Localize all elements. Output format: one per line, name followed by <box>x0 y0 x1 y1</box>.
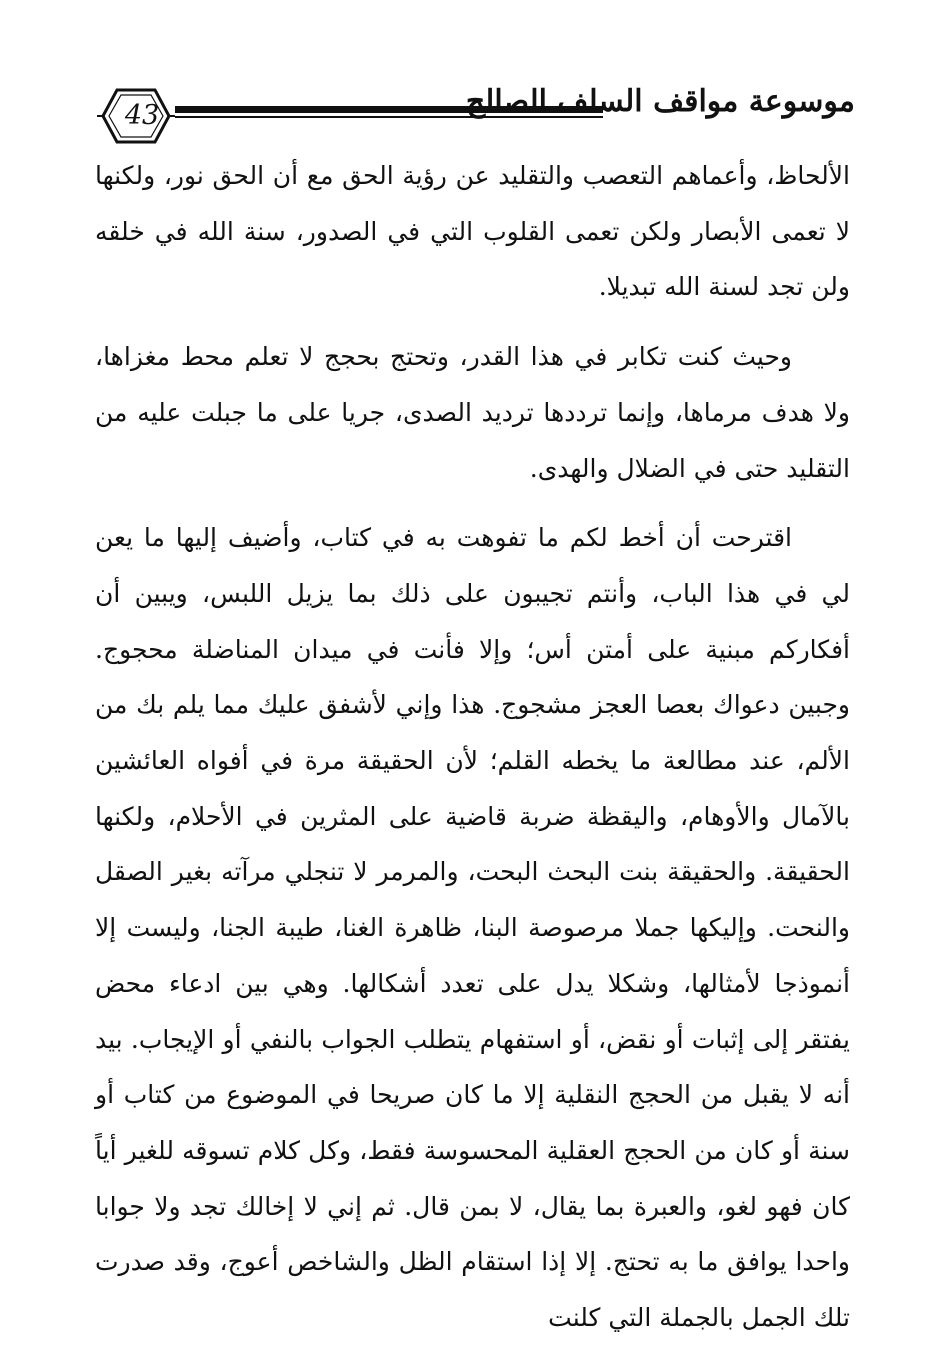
book-title: موسوعة مواقف السلف الصالح <box>465 84 855 119</box>
body-text <box>95 148 850 1360</box>
paragraph-2: وحيث كنت تكابر في هذا القدر، وتحتج بحجج لا تعلم محط مغزاها، ولا هدف مرماها، وإنما ترددها ترديد الصدى، جريا على ما جبلت عليه من التقليد حتى في الضلال والهدى. <box>95 342 850 483</box>
paragraph-3: اقترحت أن أخط لكم ما تفوهت به في كتاب، وأضيف إليها ما يعن لي في هذا الباب، وأنتم تجيبون على ذلك بما يزيل اللبس، ويبين أن أفكاركم مبنية على أمتن أس؛ وإلا فأنت في ميدان المناضلة محجوج. وجبين دعواك بعصا العجز مشجوج. هذا وإني لأشفق عليك مما يلم بك من الألم، عند مطالعة ما يخطه القلم؛ لأن الحقيقة مرة في أفواه العائشين بالآمال والأوهام، واليقظة ضربة قاضية على المثرين في الأحلام، ولكنها الحقيقة. والحقيقة بنت البحث البحت، والمرمر لا تنجلي مرآته بغير الصقل والنحت. وإليكها جملا مرصوصة البنا، ظاهرة الغنا، طيبة الجنا، وليست إلا أنموذجا لأمثالها، وشكلا يدل على تعدد أشكالها. وهي بين ادعاء محض يفتقر إلى إثبات أو نقض، أو استفهام يتطلب الجواب بالنفي أو الإيجاب. بيد أنه لا يقبل من الحجج النقلية إلا ما كان صريحا في الموضوع من كتاب أو سنة أو كان من الحجج العقلية المحسوسة فقط، وكل كلام تسوقه للغير أياً كان فهو لغو، والعبرة بما يقال، لا بمن قال. ثم إني لا إخالك تجد ولا جوابا واحدا يوافق ما به تحتج. إلا إذا استقام الظل والشاخص أعوج، وقد صدرت تلك الجمل بالجملة التي كلنت <box>95 523 850 1333</box>
running-header <box>95 80 855 155</box>
paragraph-1: الألحاظ، وأعماهم التعصب والتقليد عن رؤية الحق مع أن الحق نور، ولكنها لا تعمى الأبصار ولكن تعمى القلوب التي في الصدور، سنة الله في خلقه ولن تجد لسنة الله تبديلا. <box>95 161 850 302</box>
page-number: 43 <box>124 100 160 131</box>
